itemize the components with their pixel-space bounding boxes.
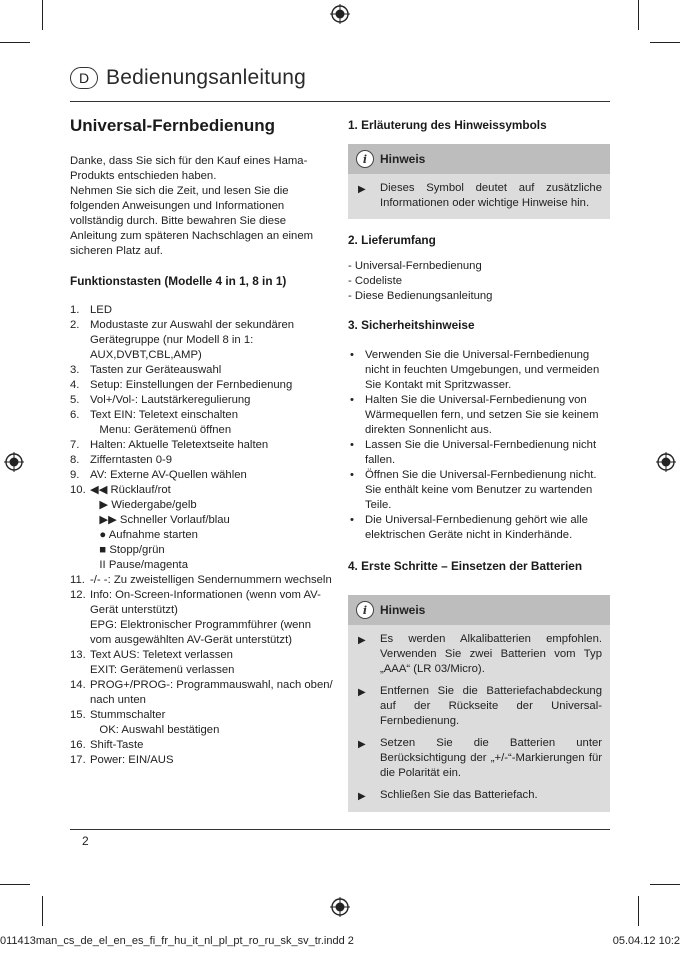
list-item: [348, 468, 610, 513]
function-key-item: [70, 378, 338, 393]
item-text: [90, 588, 338, 648]
item-number: 15.: [70, 709, 86, 721]
item-number: 9.: [70, 469, 80, 481]
section-4-title: 4. Erste Schritte – Einsetzen der Batterien: [348, 559, 583, 573]
hint-item: [358, 736, 602, 781]
right-column: [348, 118, 610, 826]
item-text: [90, 303, 338, 318]
hint-text: Schließen Sie das Batteriefach.: [380, 789, 538, 801]
item-line: PROG+/PROG-: Programmauswahl, nach oben/: [90, 679, 333, 691]
item-number: 4.: [70, 379, 80, 391]
item-line: Zifferntasten 0-9: [90, 454, 173, 466]
item-line: Gerät unterstützt): [90, 604, 178, 616]
crop-mark: [42, 896, 43, 926]
item-text: [90, 393, 338, 408]
item-text: [90, 453, 338, 468]
function-key-item: [70, 408, 338, 438]
crop-mark: [0, 884, 30, 885]
arrow-right-icon: ▶: [358, 739, 366, 750]
item-text: [90, 573, 338, 588]
function-key-item: [70, 678, 338, 708]
intro-line: Danke, dass Sie sich für den Kauf eines Hama-: [70, 155, 308, 167]
hint-title: Hinweis: [380, 152, 426, 166]
function-key-item: [70, 588, 338, 648]
item-text: [90, 408, 338, 438]
intro-line: vollständig durch. Bitte bewahren Sie diese: [70, 215, 287, 227]
hint-item: [358, 632, 602, 677]
item-line: Halten: Aktuelle Teletextseite halten: [90, 439, 269, 451]
file-name: 011413man_cs_de_el_en_es_fi_fr_hu_it_nl_pl_pt_ro_ru_sk_sv_tr.indd 2: [0, 935, 354, 947]
item-line: Vol+/Vol-: Lautstärkeregulierung: [90, 394, 251, 406]
function-key-item: [70, 438, 338, 453]
item-number: 2.: [70, 319, 80, 331]
item-number: 14.: [70, 679, 86, 691]
page-header: [70, 66, 306, 90]
function-key-item: [70, 468, 338, 483]
footer-rule: [70, 829, 610, 830]
item-line: nach unten: [90, 694, 146, 706]
item-number: 13.: [70, 649, 86, 661]
function-key-item: [70, 483, 338, 573]
item-text: [90, 483, 338, 573]
intro-line: Anleitung zum späteren Nachschlagen an einem: [70, 230, 314, 242]
crop-mark: [650, 884, 680, 885]
item-number: 12.: [70, 589, 86, 601]
item-number: 5.: [70, 394, 80, 406]
arrow-right-icon: ▶: [358, 687, 366, 698]
hint-box: [348, 595, 610, 812]
function-key-item: [70, 573, 338, 588]
item-number: 8.: [70, 454, 80, 466]
safety-text: Öffnen Sie die Universal-Fernbedienung nicht. Sie enthält keine vom Benutzer zu wartenden Teile.: [365, 469, 597, 511]
list-item: - Diese Bedienungsanleitung: [348, 290, 493, 302]
registration-mark-icon: [330, 4, 350, 24]
page-number: 2: [82, 834, 89, 848]
item-line: Power: EIN/AUS: [90, 754, 174, 766]
info-icon: i: [356, 150, 374, 168]
item-number: 1.: [70, 304, 80, 316]
item-text: [90, 468, 338, 483]
bullet-icon: •: [350, 514, 354, 526]
scope-list: [348, 259, 610, 304]
bullet-icon: •: [350, 469, 354, 481]
list-item: - Codeliste: [348, 275, 402, 287]
hint-header: [348, 144, 610, 174]
item-line: OK: Auswahl bestätigen: [90, 724, 220, 736]
product-title: Universal-Fernbedienung: [70, 116, 275, 135]
section-2-title: 2. Lieferumfang: [348, 233, 436, 247]
registration-mark-icon: [656, 452, 676, 472]
safety-list: [348, 348, 610, 543]
bullet-icon: •: [350, 394, 354, 406]
item-text: [90, 708, 338, 738]
crop-mark: [638, 896, 639, 926]
item-line: Shift-Taste: [90, 739, 144, 751]
arrow-right-icon: ▶: [358, 791, 366, 802]
function-key-item: [70, 363, 338, 378]
item-line: EPG: Elektronischer Programmführer (wenn: [90, 619, 311, 631]
section-1-title: 1. Erläuterung des Hinweissymbols: [348, 118, 547, 132]
item-number: 16.: [70, 739, 86, 751]
print-date: 05.04.12 10:2: [612, 935, 680, 947]
item-text: [90, 363, 338, 378]
item-line: II Pause/magenta: [90, 559, 188, 571]
hint-text: Setzen Sie die Batterien unter Berücksichtigung der „+/-“-Markierungen für die Polarität ein.: [380, 737, 602, 779]
item-line: ▶ Wiedergabe/gelb: [90, 499, 197, 511]
item-line: Stummschalter: [90, 709, 166, 721]
function-key-item: [70, 753, 338, 768]
hint-item: [358, 684, 602, 729]
list-item: - Universal-Fernbedienung: [348, 260, 482, 272]
function-key-item: [70, 303, 338, 318]
item-number: 6.: [70, 409, 80, 421]
list-item: [348, 348, 610, 393]
hint-body: [348, 625, 610, 812]
item-line: Text AUS: Teletext verlassen: [90, 649, 233, 661]
arrow-right-icon: ▶: [358, 184, 366, 195]
function-key-item: [70, 708, 338, 738]
header-rule: [70, 101, 610, 102]
safety-text: Die Universal-Fernbedienung gehört wie alle elektrischen Geräte nicht in Kinderhände.: [365, 514, 588, 541]
function-key-item: [70, 318, 338, 363]
bullet-icon: •: [350, 439, 354, 451]
crop-mark: [0, 42, 30, 43]
item-line: Menu: Gerätemenü öffnen: [90, 424, 232, 436]
item-number: 7.: [70, 439, 80, 451]
item-line: ● Aufnahme starten: [90, 529, 198, 541]
safety-text: Lassen Sie die Universal-Fernbedienung nicht fallen.: [365, 439, 597, 466]
registration-mark-icon: [4, 452, 24, 472]
item-text: [90, 738, 338, 753]
item-text: [90, 378, 338, 393]
item-line: Info: On-Screen-Informationen (wenn vom AV-: [90, 589, 321, 601]
item-text: [90, 678, 338, 708]
item-line: vom ausgewählten AV-Gerät unterstützt): [90, 634, 292, 646]
item-text: [90, 318, 338, 363]
intro-line: sicheren Platz auf.: [70, 245, 163, 257]
crop-mark: [650, 42, 680, 43]
list-item: [348, 438, 610, 468]
arrow-right-icon: ▶: [358, 635, 366, 646]
item-line: Text EIN: Teletext einschalten: [90, 409, 238, 421]
item-line: ■ Stopp/grün: [90, 544, 165, 556]
item-line: ▶▶ Schneller Vorlauf/blau: [90, 514, 230, 526]
item-line: AUX,DVBT,CBL,AMP): [90, 349, 202, 361]
registration-mark-icon: [330, 897, 350, 917]
hint-item: [358, 788, 602, 804]
crop-mark: [638, 0, 639, 30]
hint-box: [348, 144, 610, 219]
function-key-item: [70, 393, 338, 408]
hint-item: [358, 181, 602, 211]
item-line: -/- -: Zu zweistelligen Sendernummern wechseln: [90, 574, 332, 586]
intro-line: folgenden Anweisungen und Informationen: [70, 200, 285, 212]
safety-text: Verwenden Sie die Universal-Fernbedienung nicht in feuchten Umgebungen, und vermeiden Sie Kontakt mit Spritzwasser.: [365, 349, 600, 391]
bullet-icon: •: [350, 349, 354, 361]
item-line: AV: Externe AV-Quellen wählen: [90, 469, 247, 481]
function-keys-list: [70, 303, 338, 768]
function-keys-title: Funktionstasten (Modelle 4 in 1, 8 in 1): [70, 274, 287, 288]
hint-text: Es werden Alkalibatterien empfohlen. Verwenden Sie zwei Batterien vom Typ „AAA“ (LR 03/Micro).: [380, 633, 602, 675]
item-number: 3.: [70, 364, 80, 376]
item-line: EXIT: Gerätemenü verlassen: [90, 664, 235, 676]
hint-text: Dieses Symbol deutet auf zusätzliche Informationen oder wichtige Hinweise hin.: [380, 182, 602, 209]
item-line: Tasten zur Geräteauswahl: [90, 364, 222, 376]
crop-mark: [42, 0, 43, 30]
item-text: [90, 753, 338, 768]
list-item: [348, 513, 610, 543]
item-number: 10.: [70, 484, 86, 496]
hint-text: Entfernen Sie die Batteriefachabdeckung auf der Rückseite der Universal-Fernbedienung.: [380, 685, 602, 727]
item-line: Gerätegruppe (nur Modell 8 in 1:: [90, 334, 254, 346]
info-icon: i: [356, 601, 374, 619]
intro-line: Nehmen Sie sich die Zeit, und lesen Sie die: [70, 185, 289, 197]
section-3-title: 3. Sicherheitshinweise: [348, 318, 475, 332]
item-line: Setup: Einstellungen der Fernbedienung: [90, 379, 293, 391]
intro-line: Produkts entschieden haben.: [70, 170, 217, 182]
function-key-item: [70, 648, 338, 678]
intro-text: [70, 154, 338, 259]
item-line: LED: [90, 304, 112, 316]
function-key-item: [70, 453, 338, 468]
safety-text: Halten Sie die Universal-Fernbedienung von Wärmequellen fern, und setzen Sie sie keinem direkten Sonnenlicht aus.: [365, 394, 599, 436]
item-line: ◀◀ Rücklauf/rot: [90, 484, 171, 496]
hint-title: Hinweis: [380, 603, 426, 617]
hint-body: [348, 174, 610, 219]
item-text: [90, 648, 338, 678]
item-line: Modustaste zur Auswahl der sekundären: [90, 319, 295, 331]
left-column: [70, 116, 338, 768]
list-item: [348, 393, 610, 438]
document-title: Bedienungsanleitung: [106, 66, 306, 89]
language-badge: D: [70, 67, 98, 89]
hint-header: [348, 595, 610, 625]
function-key-item: [70, 738, 338, 753]
item-number: 17.: [70, 754, 86, 766]
item-number: 11.: [70, 574, 85, 586]
item-text: [90, 438, 338, 453]
